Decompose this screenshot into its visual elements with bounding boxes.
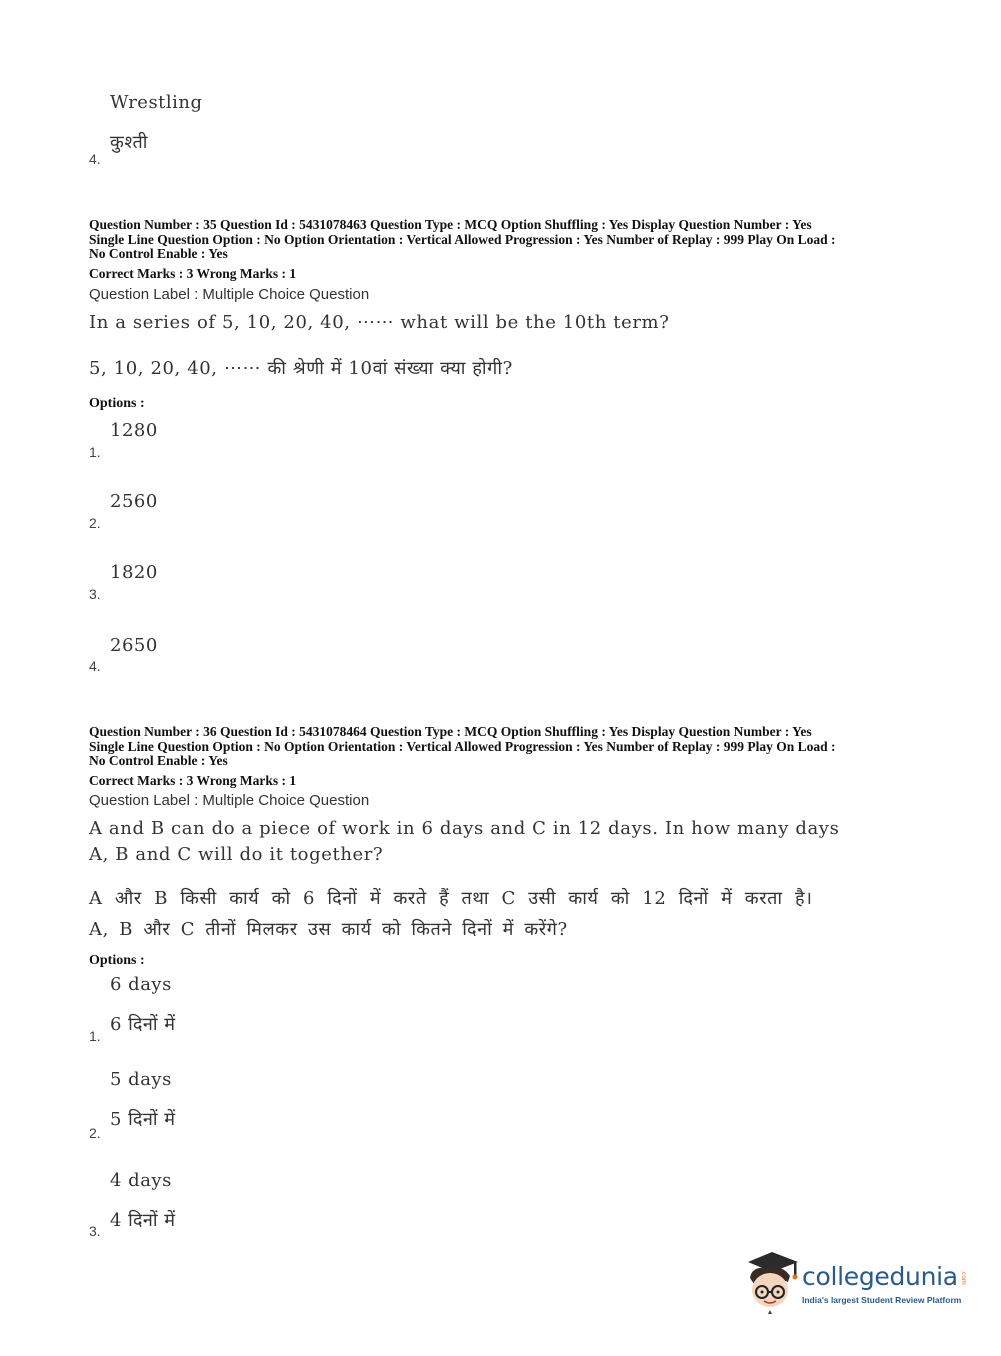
- option-value[interactable]: 1280: [110, 420, 158, 441]
- question-meta-line3: No Control Enable : Yes: [89, 246, 228, 261]
- question-meta-line1: Question Number : 35 Question Id : 5431078463 Question Type : MCQ Option Shuffling : Yes Display Question Number : Yes: [89, 217, 812, 232]
- option-number: 4.: [89, 658, 101, 674]
- question-marks: Correct Marks : 3 Wrong Marks : 1: [89, 773, 297, 788]
- logo-suffix: .com: [960, 1270, 967, 1285]
- option-value[interactable]: 1820: [110, 562, 158, 583]
- question-label: Question Label : Multiple Choice Question: [89, 286, 370, 303]
- option-value-hi[interactable]: 4 दिनों में: [110, 1210, 176, 1231]
- prev-option-hi: कुश्ती: [110, 132, 148, 153]
- option-number: 2.: [89, 1125, 101, 1141]
- question-marks: Correct Marks : 3 Wrong Marks : 1: [89, 266, 297, 281]
- option-value-en[interactable]: 6 days: [110, 974, 172, 995]
- options-heading: Options :: [89, 396, 145, 411]
- options-heading: Options :: [89, 953, 145, 968]
- question-text-hi: 5, 10, 20, 40, ⋯⋯ की श्रेणी में 10वां संख्या क्या होगी?: [89, 358, 513, 379]
- prev-option-en: Wrestling: [110, 92, 203, 113]
- option-number: 1.: [89, 444, 101, 460]
- option-value[interactable]: 2560: [110, 491, 158, 512]
- student-mascot-icon: [742, 1248, 802, 1316]
- question-meta-line3: No Control Enable : Yes: [89, 753, 228, 768]
- option-value-en[interactable]: 4 days: [110, 1170, 172, 1191]
- logo-wordmark: collegedunia: [802, 1262, 958, 1291]
- option-value[interactable]: 2650: [110, 635, 158, 656]
- question-meta-line2: Single Line Question Option : No Option Orientation : Vertical Allowed Progression : Yes Number of Replay : 999 Play On Load :: [89, 739, 836, 754]
- option-number: 3.: [89, 1223, 101, 1239]
- option-value-hi[interactable]: 6 दिनों में: [110, 1014, 176, 1035]
- question-text-hi-line1: A और B किसी कार्य को 6 दिनों में करते हैं तथा C उसी कार्य को 12 दिनों में करता है।: [89, 888, 813, 909]
- option-number: 3.: [89, 586, 101, 602]
- option-value-en[interactable]: 5 days: [110, 1069, 172, 1090]
- collegedunia-logo[interactable]: [742, 1248, 972, 1316]
- question-text-en-line2: A, B and C will do it together?: [89, 844, 384, 865]
- prev-option-number: 4.: [89, 151, 101, 167]
- option-number: 2.: [89, 515, 101, 531]
- question-text-hi-line2: A, B और C तीनों मिलकर उस कार्य को कितने दिनों में करेंगे?: [89, 919, 568, 940]
- question-text-en: In a series of 5, 10, 20, 40, ⋯⋯ what will be the 10th term?: [89, 312, 670, 333]
- question-label: Question Label : Multiple Choice Question: [89, 792, 370, 809]
- option-value-hi[interactable]: 5 दिनों में: [110, 1109, 176, 1130]
- question-text-en-line1: A and B can do a piece of work in 6 days and C in 12 days. In how many days: [89, 818, 840, 839]
- option-number: 1.: [89, 1028, 101, 1044]
- logo-tagline: India's largest Student Review Platform: [802, 1295, 962, 1305]
- question-meta-line1: Question Number : 36 Question Id : 5431078464 Question Type : MCQ Option Shuffling : Yes Display Question Number : Yes: [89, 724, 812, 739]
- question-meta-line2: Single Line Question Option : No Option Orientation : Vertical Allowed Progression : Yes Number of Replay : 999 Play On Load :: [89, 232, 836, 247]
